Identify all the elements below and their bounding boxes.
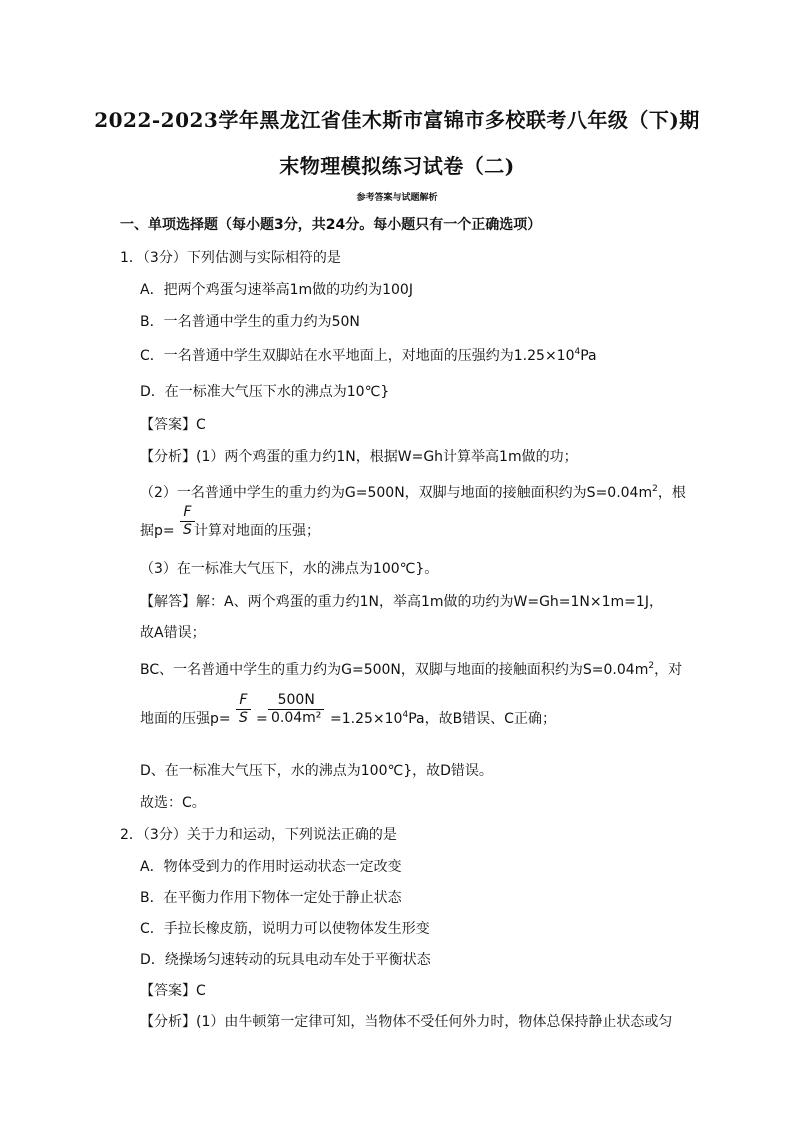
fraction-denominator: S: [239, 710, 248, 726]
q1-analysis-2-tail: ，根: [657, 485, 686, 501]
q1-analysis-3-prefix: 据p=: [140, 523, 175, 539]
q1-solution-2: 故A错误；: [140, 625, 206, 641]
q1-choice: 故选：C。: [140, 795, 206, 811]
q2-option-d: D．绕操场匀速转动的玩具电动车处于平衡状态: [140, 952, 431, 968]
q1-option-a: A．把两个鸡蛋匀速举高1m做的功约为100J: [140, 282, 413, 298]
q1-solution-4-equals: =: [256, 711, 268, 727]
q1-analysis-2: [140, 484, 686, 502]
fraction-denominator: 0.04m²: [271, 710, 322, 726]
q1-solution-1: 【解答】解：A、两个鸡蛋的重力约1N，举高1m做的功约为W=Gh=1N×1m=1J，: [140, 594, 663, 610]
q1-option-c-unit: Pa: [580, 348, 597, 364]
q1-solution-4-prefix: 地面的压强p=: [140, 711, 231, 727]
q1-analysis-4: （3）在一标准大气压下，水的沸点为100℃}。: [140, 561, 439, 577]
q1-option-c-exp: 4: [574, 347, 581, 357]
doc-subtitle: 参考答案与试题解析: [356, 193, 438, 203]
fraction-numerator: F: [239, 692, 248, 708]
doc-title-line2: 末物理模拟练习试卷（二): [279, 154, 515, 178]
q1-solution-4-fraction-1: [236, 692, 251, 727]
doc-title-line1: 2022-2023学年黑龙江省佳木斯市富锦市多校联考八年级（下)期: [94, 108, 700, 132]
q1-analysis-3-fraction: [180, 504, 195, 539]
section-heading: 一、单项选择题（每小题3分，共24分。每小题只有一个正确选项）: [120, 217, 542, 233]
q1-analysis-3-suffix: 计算对地面的压强；: [194, 523, 320, 539]
q1-solution-3-exp: 2: [648, 661, 655, 671]
q1-solution-3-text: BC、一名普通中学生的重力约为G=500N，双脚与地面的接触面积约为S=0.04m: [140, 662, 649, 678]
q2-analysis-1: 【分析】(1）由牛顿第一定律可知，当物体不受任何外力时，物体总保持静止状态或匀: [140, 1014, 673, 1030]
q1-solution-4-fraction-2: [268, 692, 324, 727]
q1-analysis-2-text: （2）一名普通中学生的重力约为G=500N，双脚与地面的接触面积约为S=0.04m: [140, 485, 653, 501]
q1-solution-4-result: [330, 710, 556, 728]
q1-analysis-1: 【分析】(1）两个鸡蛋的重力约1N，根据W=Gh计算举高1m做的功；: [140, 449, 578, 465]
q1-solution-4-exp: 4: [402, 710, 409, 720]
q1-solution-3: [140, 661, 682, 679]
q1-answer: 【答案】C: [140, 417, 206, 433]
q1-solution-5: D、在一标准大气压下，水的沸点为100℃}，故D错误。: [140, 763, 493, 779]
q1-solution-4-value: =1.25×10: [330, 711, 403, 727]
q1-analysis-2-exp: 2: [652, 484, 658, 494]
q2-option-a: A．物体受到力的作用时运动状态一定改变: [140, 859, 402, 875]
q1-stem: 1．（3分）下列估测与实际相符的是: [120, 250, 341, 266]
q1-option-c: [140, 347, 597, 365]
q2-stem: 2．（3分）关于力和运动，下列说法正确的是: [120, 827, 397, 843]
q2-answer: 【答案】C: [140, 983, 206, 999]
q1-option-d: D．在一标准大气压下水的沸点为10℃}: [140, 384, 390, 400]
q1-solution-4-tail: Pa，故B错误、C正确；: [408, 711, 556, 727]
q1-option-b: B．一名普通中学生的重力约为50N: [140, 314, 360, 330]
q2-option-b: B．在平衡力作用下物体一定处于静止状态: [140, 890, 402, 906]
fraction-numerator: F: [183, 504, 192, 520]
q2-option-c: C．手拉长橡皮筋，说明力可以使物体发生形变: [140, 921, 430, 937]
q1-option-c-text: C．一名普通中学生双脚站在水平地面上，对地面的压强约为1.25×10: [140, 348, 575, 364]
q1-solution-3-tail: ，对: [654, 662, 683, 678]
fraction-numerator: 500N: [277, 692, 315, 708]
fraction-denominator: S: [183, 522, 192, 538]
